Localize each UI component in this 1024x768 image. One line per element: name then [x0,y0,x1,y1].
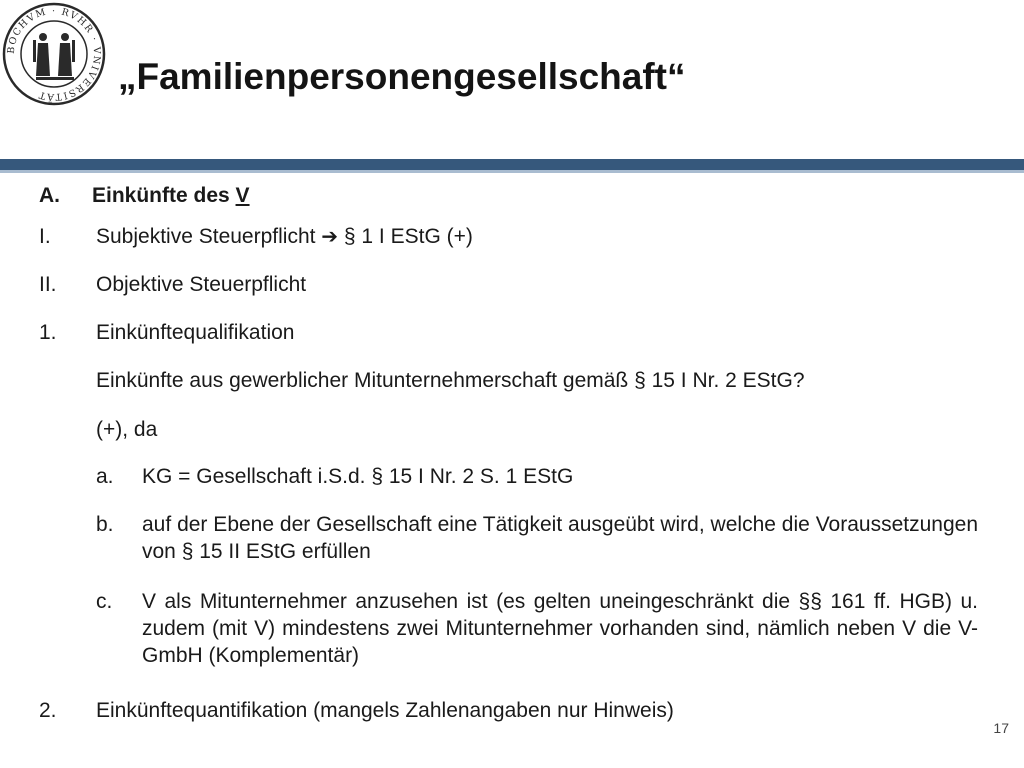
item-2-text: Einkünftequantifikation (mangels Zahlenangaben nur Hinweis) [96,699,674,722]
item-ii-text: Objektive Steuerpflicht [96,273,307,296]
arrow-right-icon: ➔ [321,226,339,248]
page-number: 17 [993,720,1009,736]
svg-text:BOCHVM · RVHR · VNIVERSITÄT: BOCHVM · RVHR · VNIVERSITÄT [5,5,103,103]
subitem-c-text: V als Mitunternehmer anzusehen ist (es gelten uneingeschränkt die §§ 161 ff. HGB) u. zudem (mit V) mindestens zwei Mitunternehmer vorhanden sind, nämlich neben V die V-GmbH (Komplementär) [142,590,978,667]
section-label: Einkünfte des V [92,184,250,207]
header-divider [0,159,1024,170]
section-label-underlined: V [235,184,250,207]
university-seal-logo [0,0,108,108]
answer-text: (+), da [96,418,158,441]
section-letter: A. [39,184,60,207]
item-1-text: Einkünftequalifikation [96,321,295,344]
item-i-text: Subjektive Steuerpflicht ➔ § 1 I EStG (+) [96,225,473,248]
subitem-a-text: KG = Gesellschaft i.S.d. § 15 I Nr. 2 S. 1 EStG [142,465,574,488]
question-text: Einkünfte aus gewerblicher Mitunternehmerschaft gemäß § 15 I Nr. 2 EStG? [96,369,805,392]
subitem-b-number: b. [96,513,114,536]
subitem-c-number: c. [96,590,113,613]
slide-title: „Familienpersonengesellschaft“ [118,56,686,97]
subitem-b-text: auf der Ebene der Gesellschaft eine Tätigkeit ausgeübt wird, welche die Voraussetzungen von § 15 II EStG erfüllen [142,513,978,563]
